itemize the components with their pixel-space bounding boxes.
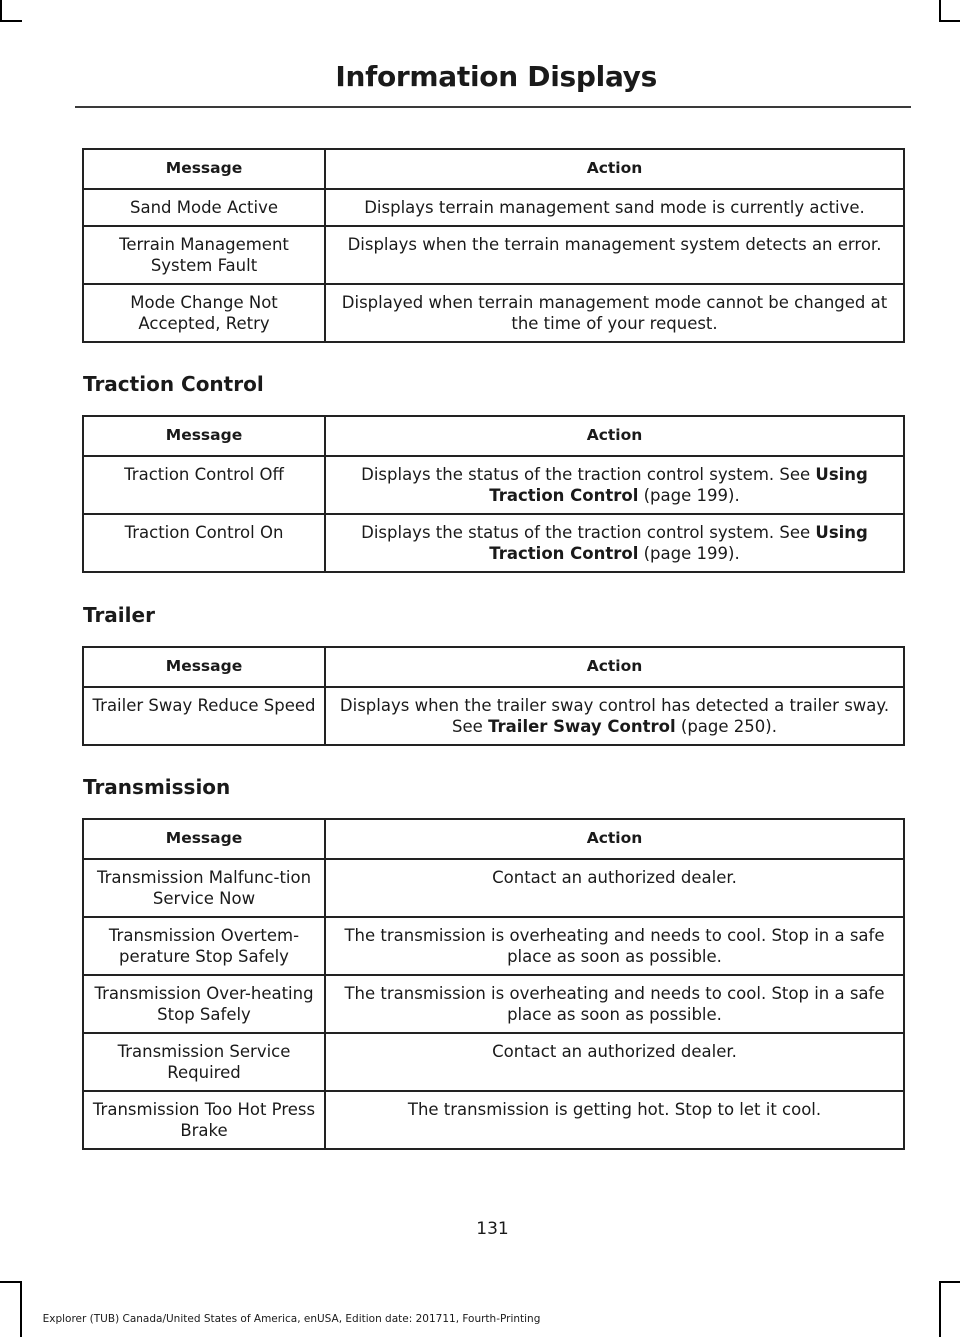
table-row (83, 189, 904, 226)
action-text: Displays the status of the traction control system. See (361, 523, 816, 542)
crop-mark (0, 0, 2, 22)
terrain-messages-table (82, 148, 905, 343)
footer-edition-info: Explorer (TUB) Canada/United States of America, enUSA, Edition date: 201711, Fourth-Printing (42, 1313, 541, 1325)
column-header-message: Message (83, 647, 325, 687)
crop-mark (939, 0, 941, 22)
page-number: 131 (476, 1219, 509, 1239)
crop-mark (939, 20, 960, 22)
action-text: Displays when the trailer sway control has detected a trailer sway. See (339, 696, 890, 736)
column-header-message: Message (83, 416, 325, 456)
table-header-row (83, 647, 904, 687)
column-header-action: Action (325, 149, 904, 189)
page-reference-number: (page 199). (638, 544, 740, 563)
page-reference-number: (page 250). (675, 717, 777, 736)
traction-control-messages-table (82, 415, 905, 573)
crop-mark (939, 1281, 941, 1337)
column-header-message: Message (83, 149, 325, 189)
column-header-message: Message (83, 819, 325, 859)
section-heading-trailer: Trailer (83, 603, 155, 627)
action-cell: The transmission is overheating and needs to cool. Stop in a safe place as soon as possible. (325, 917, 904, 975)
action-cell: Contact an authorized dealer. (325, 859, 904, 917)
crop-mark (939, 1281, 960, 1283)
message-cell: Transmission Overtem-perature Stop Safely (83, 917, 325, 975)
message-cell: Mode Change Not Accepted, Retry (83, 284, 325, 342)
table-row (83, 456, 904, 514)
page-reference-link[interactable]: Trailer Sway Control (488, 717, 676, 736)
message-cell: Transmission Malfunc-tion Service Now (83, 859, 325, 917)
action-cell: The transmission is getting hot. Stop to let it cool. (325, 1091, 904, 1149)
action-cell (325, 687, 904, 745)
action-cell: Displays terrain management sand mode is currently active. (325, 189, 904, 226)
action-cell (325, 514, 904, 572)
message-cell: Traction Control Off (83, 456, 325, 514)
section-heading-traction-control: Traction Control (83, 372, 264, 396)
message-cell: Transmission Service Required (83, 1033, 325, 1091)
table-header-row (83, 149, 904, 189)
transmission-messages-table (82, 818, 905, 1150)
table-row (83, 917, 904, 975)
table-row (83, 975, 904, 1033)
page-reference-link[interactable]: Using Traction Control (489, 465, 868, 505)
action-text: Displays the status of the traction control system. See (361, 465, 816, 484)
page-title: Information Displays (335, 60, 657, 93)
table-row (83, 1091, 904, 1149)
message-cell: Terrain Management System Fault (83, 226, 325, 284)
message-cell: Traction Control On (83, 514, 325, 572)
table-row (83, 226, 904, 284)
column-header-action: Action (325, 819, 904, 859)
column-header-action: Action (325, 647, 904, 687)
table-row (83, 1033, 904, 1091)
table-row (83, 859, 904, 917)
crop-mark (20, 1281, 22, 1337)
message-cell: Transmission Too Hot Press Brake (83, 1091, 325, 1149)
message-cell: Transmission Over-heating Stop Safely (83, 975, 325, 1033)
table-row (83, 284, 904, 342)
column-header-action: Action (325, 416, 904, 456)
message-cell: Sand Mode Active (83, 189, 325, 226)
header-divider (75, 106, 911, 108)
section-heading-transmission: Transmission (83, 775, 231, 799)
table-header-row (83, 416, 904, 456)
table-row (83, 514, 904, 572)
table-header-row (83, 819, 904, 859)
table-row (83, 687, 904, 745)
page-reference-number: (page 199). (638, 486, 740, 505)
message-cell: Trailer Sway Reduce Speed (83, 687, 325, 745)
action-cell (325, 456, 904, 514)
action-cell: Displays when the terrain management system detects an error. (325, 226, 904, 284)
trailer-messages-table (82, 646, 905, 746)
action-cell: Displayed when terrain management mode cannot be changed at the time of your request. (325, 284, 904, 342)
page-reference-link[interactable]: Using Traction Control (489, 523, 868, 563)
action-cell: Contact an authorized dealer. (325, 1033, 904, 1091)
action-cell: The transmission is overheating and needs to cool. Stop in a safe place as soon as possible. (325, 975, 904, 1033)
crop-mark (0, 20, 22, 22)
crop-mark (0, 1281, 22, 1283)
